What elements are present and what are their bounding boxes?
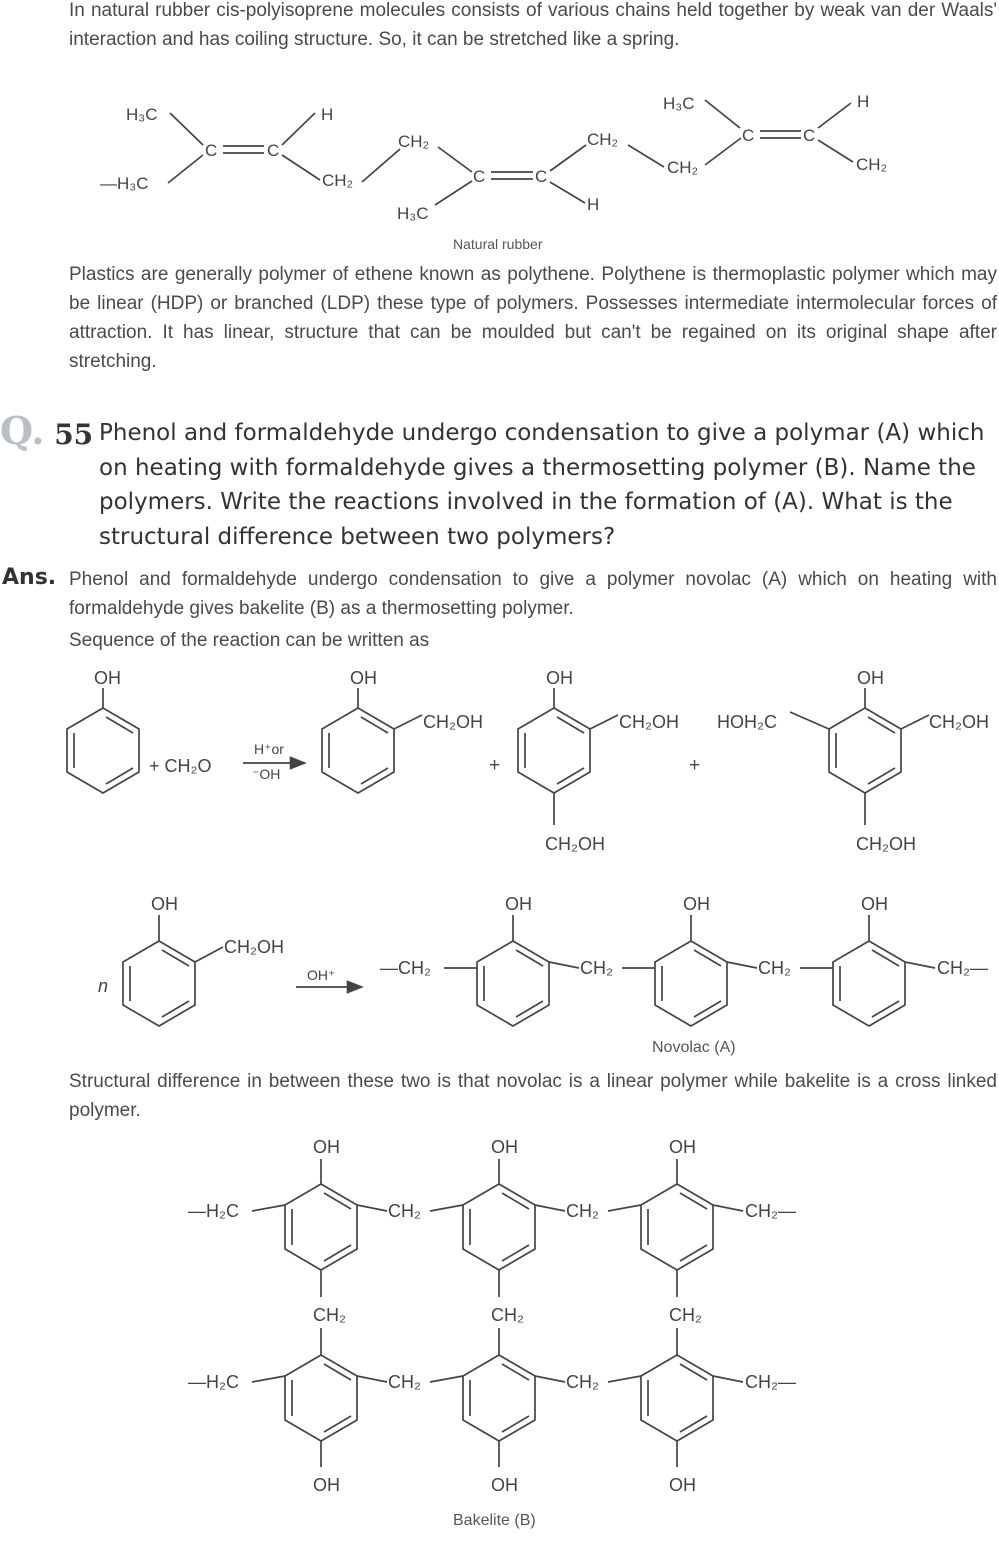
ch2-label: CH₂ bbox=[388, 1201, 421, 1221]
ch2-label: CH₂— bbox=[745, 1372, 796, 1392]
answer-text: Phenol and formaldehyde undergo condensation to give a polymer novolac (A) which on heating with formaldehyde gives bakelite (B) as a thermosetting polymer. bbox=[69, 569, 997, 619]
h2c-label: —H₂C bbox=[188, 1372, 239, 1392]
question-text: Phenol and formaldehyde undergo condensation to give a polymar (A) which on heating with formaldehyde gives a thermosetting polymer (B). Name the polymers. Write the reactions involved in the formation of (A). What is the structural difference between two polymers? bbox=[99, 420, 985, 550]
plus-label: + bbox=[489, 755, 501, 776]
ch2-label: —CH₂ bbox=[380, 958, 431, 978]
oh-label: OH bbox=[546, 668, 573, 688]
novolac-caption: Novolac (A) bbox=[652, 1039, 736, 1056]
oh-label: OH bbox=[861, 894, 888, 914]
reaction-1-scheme bbox=[0, 660, 999, 880]
ch2-label: CH₂ bbox=[566, 1201, 599, 1221]
ch2-label: CH₂ bbox=[388, 1372, 421, 1392]
difference-paragraph: Structural difference in between these two is that novolac is a linear polymer while bakelite is a cross linked polymer. bbox=[69, 1071, 997, 1121]
ch2o-label: + CH₂O bbox=[149, 756, 212, 776]
natural-rubber-caption: Natural rubber bbox=[453, 236, 543, 252]
oh-label: OH bbox=[94, 668, 121, 688]
question-prefix: Q. bbox=[0, 408, 45, 453]
oh-label: OH bbox=[151, 894, 178, 914]
label: C bbox=[803, 126, 816, 145]
bakelite-structure bbox=[0, 1125, 999, 1545]
label: C bbox=[205, 141, 218, 160]
oh-label: OH bbox=[669, 1475, 696, 1495]
h2c-label: —H₂C bbox=[188, 1201, 239, 1221]
label: H₃C bbox=[663, 94, 695, 113]
question-num: 55 bbox=[54, 418, 94, 451]
label: CH₂ bbox=[587, 130, 619, 149]
oh-label: OH bbox=[505, 894, 532, 914]
ch2-label: CH₂ bbox=[491, 1305, 524, 1325]
label: C bbox=[742, 126, 755, 145]
label: CH₂ bbox=[322, 171, 354, 190]
condition-label: OH⁺ bbox=[307, 967, 336, 983]
label: C bbox=[267, 141, 280, 160]
label: H₃C bbox=[397, 204, 429, 223]
oh-label: OH bbox=[857, 668, 884, 688]
ch2-label: CH₂— bbox=[937, 958, 988, 978]
condition-label: H⁺or bbox=[254, 741, 284, 757]
plus-label: + bbox=[689, 755, 701, 776]
ch2-label: CH₂— bbox=[745, 1201, 796, 1221]
ch2oh-label: CH₂OH bbox=[929, 712, 989, 732]
answer-label: Ans. bbox=[2, 565, 57, 590]
oh-label: OH bbox=[313, 1475, 340, 1495]
answer-sequence: Sequence of the reaction can be written as bbox=[69, 630, 430, 651]
label: H bbox=[857, 92, 870, 111]
label: H₃C bbox=[126, 105, 158, 124]
ch2oh-label: CH₂OH bbox=[224, 937, 284, 957]
question-number bbox=[0, 408, 93, 453]
plastics-paragraph: Plastics are generally polymer of ethene known as polythene. Polythene is thermoplastic polymer which may be linear (HDP) or branched (LDP) these type of polymers. Possesses intermediate intermolecular forces of attraction. It has linear, structure that can be moulded but can't be regained on its original shape after stretching. bbox=[69, 264, 997, 372]
oh-label: OH bbox=[313, 1137, 340, 1157]
label: CH₂ bbox=[856, 155, 888, 174]
natural-rubber-structure bbox=[0, 0, 999, 260]
bakelite-caption: Bakelite (B) bbox=[453, 1512, 536, 1529]
label: H bbox=[587, 195, 600, 214]
condition-label: ⁻OH bbox=[252, 766, 281, 782]
label: C bbox=[535, 167, 548, 186]
ch2-label: CH₂ bbox=[758, 958, 791, 978]
oh-label: OH bbox=[491, 1475, 518, 1495]
ch2oh-label: CH₂OH bbox=[856, 834, 916, 854]
ch2-label: CH₂ bbox=[313, 1305, 346, 1325]
oh-label: OH bbox=[350, 668, 377, 688]
n-label: n bbox=[98, 976, 109, 996]
ch2-label: CH₂ bbox=[669, 1305, 702, 1325]
reaction-2-scheme bbox=[0, 885, 999, 1065]
ch2-label: CH₂ bbox=[580, 958, 613, 978]
ch2oh-label: CH₂OH bbox=[423, 712, 483, 732]
label: CH₂ bbox=[667, 158, 699, 177]
hoh2c-label: HOH₂C bbox=[717, 712, 777, 732]
label: C bbox=[473, 167, 486, 186]
ch2oh-label: CH₂OH bbox=[545, 834, 605, 854]
ch2oh-label: CH₂OH bbox=[619, 712, 679, 732]
oh-label: OH bbox=[683, 894, 710, 914]
ch2-label: CH₂ bbox=[566, 1372, 599, 1392]
oh-label: OH bbox=[491, 1137, 518, 1157]
label: CH₂ bbox=[398, 132, 430, 151]
label: —H₃C bbox=[100, 174, 149, 193]
label: H bbox=[321, 105, 334, 124]
oh-label: OH bbox=[669, 1137, 696, 1157]
intro-paragraph: In natural rubber cis-polyisoprene molecules consists of various chains held together by weak van der Waals' interaction and has coiling structure. So, it can be stretched like a spring. bbox=[69, 0, 997, 50]
